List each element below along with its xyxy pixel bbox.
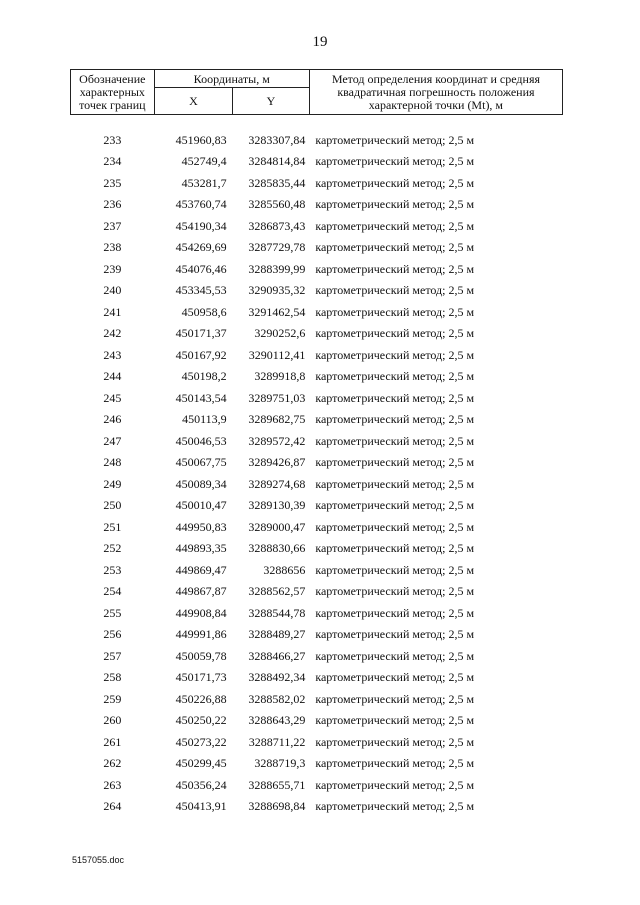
table-row [71, 753, 563, 775]
y-coordinate-cell: 3289751,03 [248, 390, 306, 405]
table-row [71, 194, 563, 216]
point-number-cell: 247 [103, 433, 122, 448]
method-cell: картометрический метод; 2,5 м [315, 584, 475, 599]
x-coordinate-cell: 450958,6 [181, 304, 227, 319]
y-coordinate-cell: 3288466,27 [248, 648, 306, 663]
x-coordinate-cell: 450067,75 [175, 455, 227, 470]
point-number-cell: 240 [103, 283, 122, 298]
method-cell: картометрический метод; 2,5 м [315, 261, 475, 276]
table-row [71, 452, 563, 474]
x-coordinate-cell: 452749,4 [181, 154, 227, 169]
point-number-cell: 260 [103, 713, 122, 728]
y-coordinate-cell: 3288698,84 [248, 799, 306, 814]
y-coordinate-cell: 3288711,22 [248, 734, 306, 749]
point-number-cell: 264 [103, 799, 122, 814]
x-coordinate-cell: 450299,45 [175, 756, 227, 771]
table-row [71, 581, 563, 603]
table-row [71, 796, 563, 818]
document-code: 5157055.doc [72, 855, 125, 865]
y-coordinate-cell: 3289130,39 [248, 498, 306, 513]
x-coordinate-cell: 453760,74 [175, 197, 227, 212]
method-cell: картометрический метод; 2,5 м [315, 197, 475, 212]
header-coordinates: Координаты, м [154, 70, 309, 88]
method-cell: картометрический метод; 2,5 м [315, 498, 475, 513]
method-cell: картометрический метод; 2,5 м [315, 455, 475, 470]
table-row [71, 538, 563, 560]
x-coordinate-cell: 450089,34 [175, 476, 227, 491]
table-row [71, 215, 563, 237]
table-row [71, 344, 563, 366]
header-designation: Обозначение характерных точек границ [71, 70, 155, 115]
y-coordinate-cell: 3288719,3 [254, 756, 306, 771]
method-cell: картометрический метод; 2,5 м [315, 648, 475, 663]
table-row [71, 602, 563, 624]
header-method: Метод определения координат и средняя квадратичная погрешность положения характерной точки (Mt), м [309, 70, 562, 115]
y-coordinate-cell: 3289572,42 [248, 433, 306, 448]
x-coordinate-cell: 450046,53 [175, 433, 227, 448]
y-coordinate-cell: 3289274,68 [248, 476, 306, 491]
x-coordinate-cell: 450413,91 [175, 799, 227, 814]
point-number-cell: 246 [103, 412, 122, 427]
y-coordinate-cell: 3287729,78 [248, 240, 306, 255]
y-coordinate-cell: 3289426,87 [248, 455, 306, 470]
point-number-cell: 257 [103, 648, 122, 663]
method-cell: картометрический метод; 2,5 м [315, 476, 475, 491]
table-row [71, 258, 563, 280]
point-number-cell: 256 [103, 627, 122, 642]
table-row [71, 559, 563, 581]
point-number-cell: 236 [103, 197, 122, 212]
method-cell: картометрический метод; 2,5 м [315, 240, 475, 255]
table-row [71, 473, 563, 495]
method-cell: картометрический метод; 2,5 м [315, 390, 475, 405]
table-row [71, 129, 563, 151]
point-number-cell: 235 [103, 175, 122, 190]
header-y: Y [233, 88, 310, 115]
point-number-cell: 245 [103, 390, 122, 405]
point-number-cell: 249 [103, 476, 122, 491]
point-number-cell: 250 [103, 498, 122, 513]
table-row [71, 237, 563, 259]
point-number-cell: 263 [103, 777, 122, 792]
method-cell: картометрический метод; 2,5 м [315, 799, 475, 814]
y-coordinate-cell: 3289000,47 [248, 519, 306, 534]
x-coordinate-cell: 450010,47 [175, 498, 227, 513]
table-row [71, 387, 563, 409]
table-row [71, 280, 563, 302]
table-row [71, 430, 563, 452]
method-cell: картометрический метод; 2,5 м [315, 519, 475, 534]
table-row [71, 495, 563, 517]
method-cell: картометрический метод; 2,5 м [315, 347, 475, 362]
method-cell: картометрический метод; 2,5 м [315, 756, 475, 771]
table-row [71, 516, 563, 538]
x-coordinate-cell: 449869,47 [175, 562, 227, 577]
x-coordinate-cell: 450250,22 [175, 713, 227, 728]
point-number-cell: 238 [103, 240, 122, 255]
x-coordinate-cell: 450059,78 [175, 648, 227, 663]
x-coordinate-cell: 450198,2 [181, 369, 227, 384]
point-number-cell: 243 [103, 347, 122, 362]
x-coordinate-cell: 450143,54 [175, 390, 227, 405]
method-cell: картометрический метод; 2,5 м [315, 541, 475, 556]
y-coordinate-cell: 3284814,84 [248, 154, 306, 169]
table-row [71, 151, 563, 173]
x-coordinate-cell: 449893,35 [175, 541, 227, 556]
point-number-cell: 237 [103, 218, 122, 233]
point-number-cell: 242 [103, 326, 122, 341]
y-coordinate-cell: 3288492,34 [248, 670, 306, 685]
x-coordinate-cell: 451960,83 [175, 132, 227, 147]
x-coordinate-cell: 453281,7 [181, 175, 227, 190]
x-coordinate-cell: 450273,22 [175, 734, 227, 749]
method-cell: картометрический метод; 2,5 м [315, 713, 475, 728]
table-row [71, 323, 563, 345]
x-coordinate-cell: 450113,9 [182, 412, 227, 427]
table-row [71, 688, 563, 710]
y-coordinate-cell: 3288655,71 [248, 777, 306, 792]
table-row [71, 667, 563, 689]
y-coordinate-cell: 3289682,75 [248, 412, 306, 427]
method-cell: картометрический метод; 2,5 м [315, 132, 475, 147]
y-coordinate-cell: 3288643,29 [248, 713, 306, 728]
y-coordinate-cell: 3288489,27 [248, 627, 306, 642]
x-coordinate-cell: 454076,46 [175, 261, 227, 276]
y-coordinate-cell: 3285835,44 [248, 175, 306, 190]
table-row [71, 645, 563, 667]
method-cell: картометрический метод; 2,5 м [315, 605, 475, 620]
point-number-cell: 244 [103, 369, 122, 384]
y-coordinate-cell: 3286873,43 [248, 218, 306, 233]
point-number-cell: 234 [103, 154, 122, 169]
coordinates-table [70, 69, 563, 817]
point-number-cell: 252 [103, 541, 122, 556]
y-coordinate-cell: 3285560,48 [248, 197, 306, 212]
y-coordinate-cell: 3288656 [263, 562, 306, 577]
x-coordinate-cell: 454269,69 [175, 240, 227, 255]
header-spacer [71, 115, 563, 130]
x-coordinate-cell: 449950,83 [175, 519, 227, 534]
method-cell: картометрический метод; 2,5 м [315, 369, 475, 384]
x-coordinate-cell: 454190,34 [175, 218, 227, 233]
method-cell: картометрический метод; 2,5 м [315, 175, 475, 190]
y-coordinate-cell: 3288562,57 [248, 584, 306, 599]
point-number-cell: 262 [103, 756, 122, 771]
table-row [71, 366, 563, 388]
x-coordinate-cell: 449867,87 [175, 584, 227, 599]
table-row [71, 409, 563, 431]
x-coordinate-cell: 450171,37 [175, 326, 227, 341]
x-coordinate-cell: 450171,73 [175, 670, 227, 685]
point-number-cell: 248 [103, 455, 122, 470]
x-coordinate-cell: 449908,84 [175, 605, 227, 620]
point-number-cell: 239 [103, 261, 122, 276]
page-number: 19 [312, 34, 328, 50]
table-header [71, 70, 563, 115]
table-row [71, 172, 563, 194]
y-coordinate-cell: 3289918,8 [254, 369, 306, 384]
point-number-cell: 255 [103, 605, 122, 620]
y-coordinate-cell: 3288399,99 [248, 261, 306, 276]
y-coordinate-cell: 3283307,84 [248, 132, 306, 147]
point-number-cell: 253 [103, 562, 122, 577]
method-cell: картометрический метод; 2,5 м [315, 433, 475, 448]
point-number-cell: 241 [103, 304, 122, 319]
method-cell: картометрический метод; 2,5 м [315, 670, 475, 685]
point-number-cell: 258 [103, 670, 122, 685]
y-coordinate-cell: 3290252,6 [254, 326, 306, 341]
x-coordinate-cell: 450356,24 [175, 777, 227, 792]
method-cell: картометрический метод; 2,5 м [315, 691, 475, 706]
method-cell: картометрический метод; 2,5 м [315, 326, 475, 341]
point-number-cell: 233 [103, 132, 122, 147]
point-number-cell: 254 [103, 584, 122, 599]
header-x: X [154, 88, 233, 115]
method-cell: картометрический метод; 2,5 м [315, 304, 475, 319]
method-cell: картометрический метод; 2,5 м [315, 154, 475, 169]
y-coordinate-cell: 3288582,02 [248, 691, 306, 706]
method-cell: картометрический метод; 2,5 м [315, 283, 475, 298]
method-cell: картометрический метод; 2,5 м [315, 562, 475, 577]
method-cell: картометрический метод; 2,5 м [315, 218, 475, 233]
method-cell: картометрический метод; 2,5 м [315, 777, 475, 792]
point-number-cell: 261 [103, 734, 122, 749]
x-coordinate-cell: 450226,88 [175, 691, 227, 706]
y-coordinate-cell: 3291462,54 [248, 304, 306, 319]
method-cell: картометрический метод; 2,5 м [315, 734, 475, 749]
table-row [71, 731, 563, 753]
point-number-cell: 259 [103, 691, 122, 706]
y-coordinate-cell: 3290112,41 [248, 347, 306, 362]
table-row [71, 624, 563, 646]
method-cell: картометрический метод; 2,5 м [315, 412, 475, 427]
y-coordinate-cell: 3288544,78 [248, 605, 306, 620]
x-coordinate-cell: 449991,86 [175, 627, 227, 642]
table-row [71, 774, 563, 796]
x-coordinate-cell: 450167,92 [175, 347, 227, 362]
point-number-cell: 251 [103, 519, 122, 534]
y-coordinate-cell: 3288830,66 [248, 541, 306, 556]
table-row [71, 301, 563, 323]
x-coordinate-cell: 453345,53 [175, 283, 227, 298]
table-row [71, 710, 563, 732]
table-body [71, 115, 563, 818]
method-cell: картометрический метод; 2,5 м [315, 627, 475, 642]
y-coordinate-cell: 3290935,32 [248, 283, 306, 298]
